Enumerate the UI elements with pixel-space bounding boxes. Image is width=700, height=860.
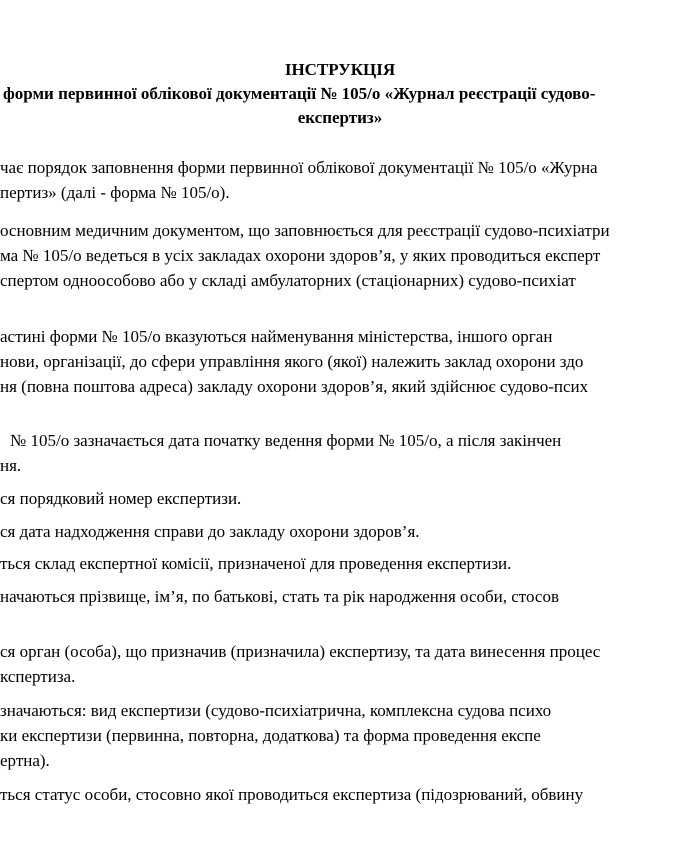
paragraph-3-line-1: астині форми № 105/о вказуються найменування міністерства, іншого орган	[0, 327, 553, 346]
paragraph-5: ся порядковий номер експертизи.	[0, 489, 242, 508]
paragraph-10-line-3: ертна).	[0, 751, 50, 770]
paragraph-9-line-2: кспертиза.	[0, 667, 76, 686]
paragraph-6: ся дата надходження справи до закладу охорони здоров’я.	[0, 522, 420, 541]
paragraph-8: начаються прізвище, ім’я, по батькові, стать та рік народження особи, стосов	[0, 587, 559, 606]
paragraph-2-line-3: спертом одноособово або у складі амбулаторних (стаціонарних) судово-психіат	[0, 271, 576, 290]
document-subtitle-line1: форми первинної облікової документації № 105/о «Журнал реєстрації судово-	[3, 84, 596, 103]
paragraph-3-line-3: ня (повна поштова адреса) закладу охорони здоров’я, який здійснює судово-псих	[0, 377, 589, 396]
paragraph-10-line-1: значаються: вид експертизи (судово-психіатрична, комплексна судова психо	[0, 701, 552, 720]
paragraph-1-line-2: пертиз» (далі - форма № 105/о).	[0, 183, 230, 202]
document-subtitle-line2: експертиз»	[297, 108, 383, 127]
paragraph-4-line-1: № 105/о зазначається дата початку ведення форми № 105/о, а після закінчен	[10, 431, 562, 450]
paragraph-3-line-2: нови, організації, до сфери управління якого (якої) належить заклад охорони здо	[0, 352, 584, 371]
paragraph-10-line-2: ки експертизи (первинна, повторна, додаткова) та форма проведення експе	[0, 726, 541, 745]
paragraph-2-line-2: ма № 105/о ведеться в усіх закладах охорони здоров’я, у яких проводиться експерт	[0, 246, 601, 265]
paragraph-11: ться статус особи, стосовно якої проводиться експертиза (підозрюваний, обвину	[0, 785, 584, 804]
paragraph-9-line-1: ся орган (особа), що призначив (призначила) експертизу, та дата винесення процес	[0, 642, 601, 661]
paragraph-2-line-1: основним медичним документом, що заповнюється для реєстрації судово-психіатри	[0, 221, 610, 240]
paragraph-1-line-1: чає порядок заповнення форми первинної облікової документації № 105/о «Журна	[0, 158, 598, 177]
paragraph-4-line-2: ня.	[0, 456, 22, 475]
paragraph-7: ться склад експертної комісії, призначеної для проведення експертизи.	[0, 554, 512, 573]
document-title: ІНСТРУКЦІЯ	[284, 60, 396, 79]
